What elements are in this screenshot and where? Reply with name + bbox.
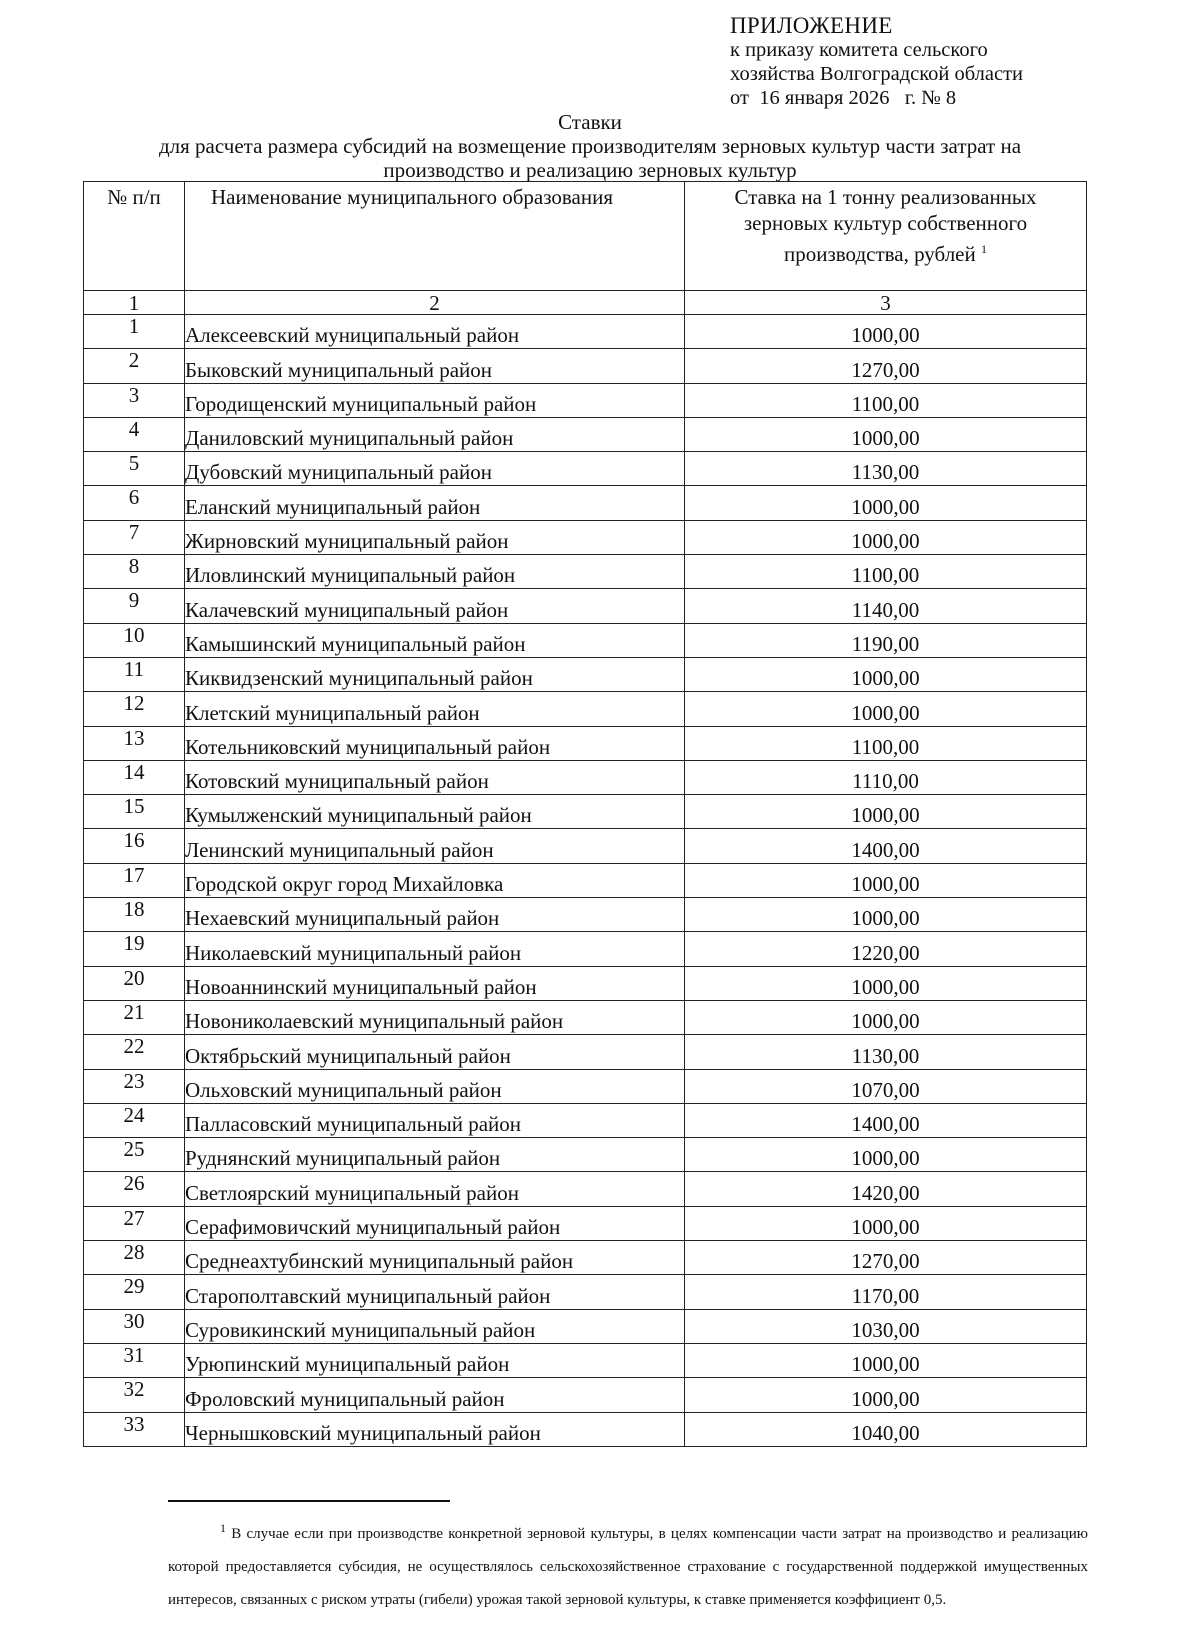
municipality-name: Иловлинский муниципальный район xyxy=(185,555,685,589)
rate-value: 1000,00 xyxy=(685,315,1087,349)
municipality-name: Серафимовичский муниципальный район xyxy=(185,1206,685,1240)
municipality-name: Камышинский муниципальный район xyxy=(185,623,685,657)
table-row xyxy=(84,1103,1087,1137)
column-number: 2 xyxy=(185,291,685,315)
municipality-name: Новониколаевский муниципальный район xyxy=(185,1000,685,1034)
municipality-name: Чернышковский муниципальный район xyxy=(185,1412,685,1446)
municipality-name: Октябрьский муниципальный район xyxy=(185,1035,685,1069)
rate-value: 1420,00 xyxy=(685,1172,1087,1206)
row-number: 29 xyxy=(84,1275,185,1309)
municipality-name: Котовский муниципальный район xyxy=(185,760,685,794)
table-row xyxy=(84,589,1087,623)
table-row xyxy=(84,315,1087,349)
header-rate-footnote-ref: 1 xyxy=(980,242,987,256)
municipality-name: Кумылженский муниципальный район xyxy=(185,795,685,829)
rate-value: 1000,00 xyxy=(685,657,1087,691)
rate-value: 1140,00 xyxy=(685,589,1087,623)
table-row xyxy=(84,1378,1087,1412)
rate-value: 1130,00 xyxy=(685,1035,1087,1069)
document-title xyxy=(40,110,1140,182)
footnote-text: В случае если при производстве конкретной зерновой культуры, в целях компенсации части затрат на производство и реализацию которой предоставляется субсидия, не осуществлялось сельскохозяйственное страхование с государственной поддержкой имущественных интересов, связанных с риском утраты (гибели) урожая такой зерновой культуры, к ставке применяется коэффициент 0,5. xyxy=(168,1526,1088,1608)
municipality-name: Даниловский муниципальный район xyxy=(185,417,685,451)
table-row xyxy=(84,349,1087,383)
table-row xyxy=(84,795,1087,829)
municipality-name: Урюпинский муниципальный район xyxy=(185,1343,685,1377)
column-number: 3 xyxy=(685,291,1087,315)
title-line-1: Ставки xyxy=(558,110,622,134)
rate-value: 1000,00 xyxy=(685,795,1087,829)
table-header-row xyxy=(84,182,1087,291)
municipality-name: Палласовский муниципальный район xyxy=(185,1103,685,1137)
municipality-name: Новоаннинский муниципальный район xyxy=(185,966,685,1000)
row-number: 3 xyxy=(84,383,185,417)
municipality-name: Городищенский муниципальный район xyxy=(185,383,685,417)
rates-table xyxy=(83,181,1087,1447)
municipality-name: Руднянский муниципальный район xyxy=(185,1138,685,1172)
appendix-line-3: от 16 января 2026 г. № 8 xyxy=(730,87,957,109)
municipality-name: Клетский муниципальный район xyxy=(185,692,685,726)
rate-value: 1000,00 xyxy=(685,486,1087,520)
row-number: 10 xyxy=(84,623,185,657)
table-row xyxy=(84,863,1087,897)
row-number: 5 xyxy=(84,452,185,486)
rate-value: 1000,00 xyxy=(685,692,1087,726)
municipality-name: Еланский муниципальный район xyxy=(185,486,685,520)
row-number: 24 xyxy=(84,1103,185,1137)
municipality-name: Киквидзенский муниципальный район xyxy=(185,657,685,691)
municipality-name: Среднеахтубинский муниципальный район xyxy=(185,1241,685,1275)
municipality-name: Городской округ город Михайловка xyxy=(185,863,685,897)
table-row xyxy=(84,966,1087,1000)
table-row xyxy=(84,898,1087,932)
table-row xyxy=(84,692,1087,726)
table-row xyxy=(84,1172,1087,1206)
rate-value: 1000,00 xyxy=(685,417,1087,451)
row-number: 23 xyxy=(84,1069,185,1103)
row-number: 19 xyxy=(84,932,185,966)
row-number: 21 xyxy=(84,1000,185,1034)
appendix-line-1: к приказу комитета сельского xyxy=(730,39,988,61)
rate-value: 1110,00 xyxy=(685,760,1087,794)
column-number: 1 xyxy=(84,291,185,315)
rate-value: 1040,00 xyxy=(685,1412,1087,1446)
row-number: 13 xyxy=(84,726,185,760)
rate-value: 1000,00 xyxy=(685,1000,1087,1034)
table-row xyxy=(84,520,1087,554)
footnote-marker: 1 xyxy=(220,1521,226,1535)
municipality-name: Ольховский муниципальный район xyxy=(185,1069,685,1103)
rate-value: 1070,00 xyxy=(685,1069,1087,1103)
rate-value: 1130,00 xyxy=(685,452,1087,486)
rate-value: 1000,00 xyxy=(685,1138,1087,1172)
row-number: 17 xyxy=(84,863,185,897)
municipality-name: Жирновский муниципальный район xyxy=(185,520,685,554)
row-number: 20 xyxy=(84,966,185,1000)
municipality-name: Калачевский муниципальный район xyxy=(185,589,685,623)
rate-value: 1030,00 xyxy=(685,1309,1087,1343)
table-row xyxy=(84,1000,1087,1034)
title-line-2: для расчета размера субсидий на возмещение производителям зерновых культур части затрат на xyxy=(158,134,1022,158)
row-number: 26 xyxy=(84,1172,185,1206)
rate-value: 1100,00 xyxy=(685,383,1087,417)
rate-value: 1100,00 xyxy=(685,555,1087,589)
municipality-name: Николаевский муниципальный район xyxy=(185,932,685,966)
municipality-name: Дубовский муниципальный район xyxy=(185,452,685,486)
row-number: 11 xyxy=(84,657,185,691)
row-number: 8 xyxy=(84,555,185,589)
table-row xyxy=(84,417,1087,451)
table-row xyxy=(84,1069,1087,1103)
table-row xyxy=(84,760,1087,794)
table-row xyxy=(84,1138,1087,1172)
table-row xyxy=(84,1412,1087,1446)
row-number: 31 xyxy=(84,1343,185,1377)
table-row xyxy=(84,1309,1087,1343)
footnote xyxy=(168,1512,1088,1617)
rate-value: 1000,00 xyxy=(685,1343,1087,1377)
row-number: 4 xyxy=(84,417,185,451)
rate-value: 1000,00 xyxy=(685,898,1087,932)
table-row xyxy=(84,1035,1087,1069)
row-number: 6 xyxy=(84,486,185,520)
row-number: 2 xyxy=(84,349,185,383)
table-row xyxy=(84,383,1087,417)
header-rate xyxy=(685,182,1087,291)
municipality-name: Котельниковский муниципальный район xyxy=(185,726,685,760)
rate-value: 1170,00 xyxy=(685,1275,1087,1309)
table-row xyxy=(84,829,1087,863)
appendix-block xyxy=(730,14,1023,110)
table-body xyxy=(84,315,1087,1447)
rate-value: 1000,00 xyxy=(685,1206,1087,1240)
rate-value: 1400,00 xyxy=(685,1103,1087,1137)
municipality-name: Ленинский муниципальный район xyxy=(185,829,685,863)
rate-value: 1400,00 xyxy=(685,829,1087,863)
rate-value: 1270,00 xyxy=(685,1241,1087,1275)
row-number: 32 xyxy=(84,1378,185,1412)
row-number: 16 xyxy=(84,829,185,863)
rate-value: 1100,00 xyxy=(685,726,1087,760)
table-row xyxy=(84,1343,1087,1377)
rate-value: 1000,00 xyxy=(685,520,1087,554)
municipality-name: Светлоярский муниципальный район xyxy=(185,1172,685,1206)
row-number: 1 xyxy=(84,315,185,349)
table-row xyxy=(84,486,1087,520)
row-number: 25 xyxy=(84,1138,185,1172)
rate-value: 1270,00 xyxy=(685,349,1087,383)
table-row xyxy=(84,726,1087,760)
appendix-heading: ПРИЛОЖЕНИЕ xyxy=(730,13,893,38)
municipality-name: Старополтавский муниципальный район xyxy=(185,1275,685,1309)
row-number: 7 xyxy=(84,520,185,554)
municipality-name: Алексеевский муниципальный район xyxy=(185,315,685,349)
municipality-name: Нехаевский муниципальный район xyxy=(185,898,685,932)
rate-value: 1000,00 xyxy=(685,863,1087,897)
title-line-3: производство и реализацию зерновых культур xyxy=(383,158,797,182)
table-row xyxy=(84,555,1087,589)
municipality-name: Фроловский муниципальный район xyxy=(185,1378,685,1412)
table-row xyxy=(84,1241,1087,1275)
appendix-line-2: хозяйства Волгоградской области xyxy=(730,63,1024,85)
column-numbers-row xyxy=(84,291,1087,315)
row-number: 27 xyxy=(84,1206,185,1240)
row-number: 18 xyxy=(84,898,185,932)
row-number: 22 xyxy=(84,1035,185,1069)
table-row xyxy=(84,1275,1087,1309)
table-row xyxy=(84,452,1087,486)
row-number: 33 xyxy=(84,1412,185,1446)
header-rate-text: Ставка на 1 тонну реализованных зерновых культур собственного производства, рублей xyxy=(734,185,1037,266)
municipality-name: Быковский муниципальный район xyxy=(185,349,685,383)
table-row xyxy=(84,932,1087,966)
row-number: 12 xyxy=(84,692,185,726)
rate-value: 1000,00 xyxy=(685,1378,1087,1412)
rate-value: 1000,00 xyxy=(685,966,1087,1000)
row-number: 14 xyxy=(84,760,185,794)
municipality-name: Суровикинский муниципальный район xyxy=(185,1309,685,1343)
row-number: 30 xyxy=(84,1309,185,1343)
row-number: 28 xyxy=(84,1241,185,1275)
table-row xyxy=(84,1206,1087,1240)
rate-value: 1190,00 xyxy=(685,623,1087,657)
table-row xyxy=(84,623,1087,657)
row-number: 9 xyxy=(84,589,185,623)
footnote-divider xyxy=(168,1500,450,1502)
header-municipality: Наименование муниципального образования xyxy=(185,182,685,291)
header-number: № п/п xyxy=(84,182,185,291)
table-row xyxy=(84,657,1087,691)
rate-value: 1220,00 xyxy=(685,932,1087,966)
row-number: 15 xyxy=(84,795,185,829)
